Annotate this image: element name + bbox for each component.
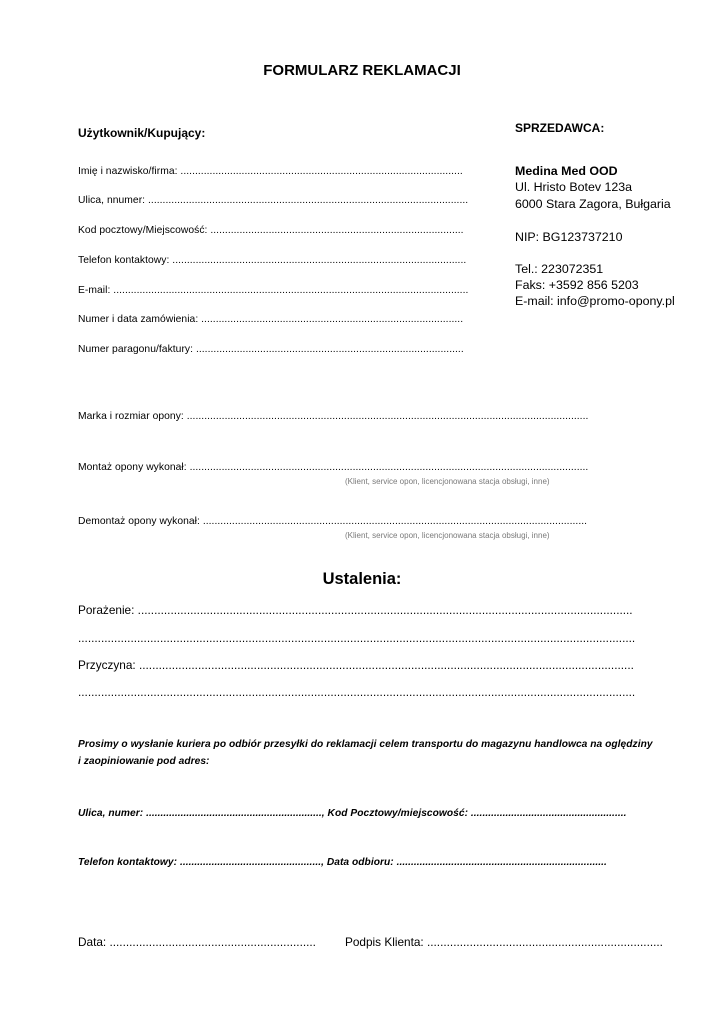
invoice-number-field[interactable]: Numer paragonu/faktury: ............................................................................................ xyxy=(78,344,464,355)
tyre-mount-hint: (Klient, service opon, licencjonowana stacja obsługi, inne) xyxy=(345,477,550,486)
seller-email: E-mail: info@promo-opony.pl xyxy=(515,294,675,308)
courier-address-field[interactable]: Ulica, numer: ............................................................., Kod Pocztowy/miejscowość: ...................................................... xyxy=(78,808,627,819)
findings-heading: Ustalenia: xyxy=(322,570,402,588)
buyer-email-field[interactable]: E-mail: .......................................................................................................................... xyxy=(78,285,469,296)
seller-phone: Tel.: 223072351 xyxy=(515,262,604,276)
buyer-postcode-field[interactable]: Kod pocztowy/Miejscowość: ....................................................................................... xyxy=(78,225,464,236)
courier-request-text-2: i zaopiniowanie pod adres: xyxy=(78,756,210,767)
buyer-street-field[interactable]: Ulica, nnumer: .............................................................................................................. xyxy=(78,195,469,206)
buyer-phone-field[interactable]: Telefon kontaktowy: ..................................................................................................... xyxy=(78,255,467,266)
tyre-demount-field[interactable]: Demontaż opony wykonał: .................................................................................................................................... xyxy=(78,516,588,527)
courier-phone-date-field[interactable]: Telefon kontaktowy: ................................................., Data odbioru: ......................................................................... xyxy=(78,857,607,868)
tyre-mount-field[interactable]: Montaż opony wykonał: ......................................................................................................................................... xyxy=(78,462,589,473)
tyre-demount-hint: (Klient, service opon, licencjonowana stacja obsługi, inne) xyxy=(345,531,550,540)
seller-city: 6000 Stara Zagora, Bułgaria xyxy=(515,197,671,211)
damage-continuation-field[interactable]: .......................................................................................................................................................................... xyxy=(78,631,636,645)
seller-name: Medina Med OOD xyxy=(515,164,618,178)
seller-street: Ul. Hristo Botev 123a xyxy=(515,180,633,194)
buyer-name-field[interactable]: Imię i nazwisko/firma: ................................................................................................. xyxy=(78,166,463,177)
courier-request-text: Prosimy o wysłanie kuriera po odbiór przesyłki do reklamacji celem transportu do magazynu handlowca na oględziny xyxy=(78,739,653,750)
order-number-field[interactable]: Numer i data zamówienia: .......................................................................................... xyxy=(78,314,464,325)
buyer-heading: Użytkownik/Kupujący: xyxy=(78,126,206,140)
date-field[interactable]: Data: ............................................................... xyxy=(78,935,316,949)
seller-nip: NIP: BG123737210 xyxy=(515,230,623,244)
client-signature-field[interactable]: Podpis Klienta: ........................................................................ xyxy=(345,935,663,949)
tyre-brand-size-field[interactable]: Marka i rozmiar opony: .......................................................................................................................................... xyxy=(78,411,589,422)
cause-field[interactable]: Przyczyna: ....................................................................................................................................................... xyxy=(78,658,634,672)
seller-heading: SPRZEDAWCA: xyxy=(515,121,605,135)
damage-field[interactable]: Porażenie: ....................................................................................................................................................... xyxy=(78,603,633,617)
page-title: FORMULARZ REKLAMACJI xyxy=(263,62,461,79)
cause-continuation-field[interactable]: .......................................................................................................................................................................... xyxy=(78,685,636,699)
seller-fax: Faks: +3592 856 5203 xyxy=(515,278,639,292)
